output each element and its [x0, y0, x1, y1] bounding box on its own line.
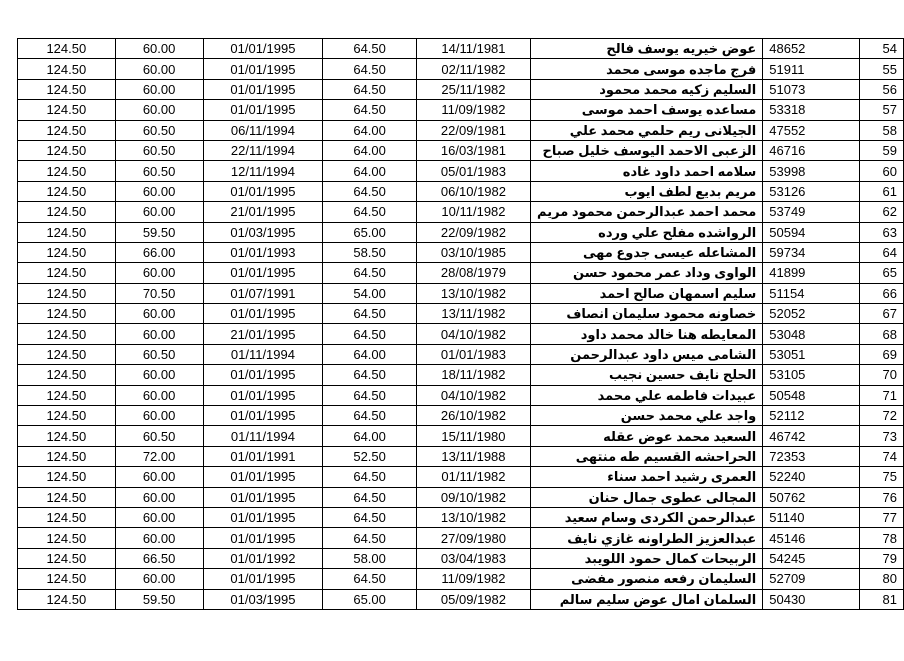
birth-date-cell: 18/11/1982 [416, 365, 530, 385]
id-cell: 59734 [763, 242, 860, 262]
birth-date-cell: 01/01/1983 [416, 344, 530, 364]
total-cell: 124.50 [18, 181, 116, 201]
total-cell: 124.50 [18, 242, 116, 262]
score-cell: 60.00 [115, 59, 203, 79]
table-row [18, 283, 904, 303]
date-cell: 06/11/1994 [203, 120, 323, 140]
points-cell: 64.50 [323, 406, 417, 426]
table-row [18, 548, 904, 568]
table-row [18, 569, 904, 589]
total-cell: 124.50 [18, 446, 116, 466]
total-cell: 124.50 [18, 202, 116, 222]
table-row [18, 202, 904, 222]
table-row [18, 487, 904, 507]
date-cell: 01/01/1995 [203, 39, 323, 59]
score-cell: 66.50 [115, 548, 203, 568]
id-cell: 45146 [763, 528, 860, 548]
date-cell: 01/07/1991 [203, 283, 323, 303]
points-cell: 65.00 [323, 222, 417, 242]
sequence-cell: 72 [859, 406, 903, 426]
sequence-cell: 78 [859, 528, 903, 548]
id-cell: 51140 [763, 507, 860, 527]
sequence-cell: 75 [859, 467, 903, 487]
table-row [18, 222, 904, 242]
data-table [17, 38, 904, 610]
name-cell: فرج ماجده موسى محمد [531, 59, 763, 79]
date-cell: 01/01/1995 [203, 569, 323, 589]
table-body [18, 39, 904, 610]
points-cell: 64.00 [323, 344, 417, 364]
id-cell: 53051 [763, 344, 860, 364]
sequence-cell: 79 [859, 548, 903, 568]
id-cell: 46716 [763, 140, 860, 160]
date-cell: 01/01/1995 [203, 59, 323, 79]
score-cell: 60.00 [115, 304, 203, 324]
total-cell: 124.50 [18, 59, 116, 79]
birth-date-cell: 16/03/1981 [416, 140, 530, 160]
total-cell: 124.50 [18, 569, 116, 589]
name-cell: المعايطه هنا خالد محمد داود [531, 324, 763, 344]
date-cell: 01/01/1995 [203, 365, 323, 385]
id-cell: 50430 [763, 589, 860, 609]
total-cell: 124.50 [18, 120, 116, 140]
name-cell: السعيد محمد عوض عقله [531, 426, 763, 446]
date-cell: 01/01/1995 [203, 263, 323, 283]
birth-date-cell: 26/10/1982 [416, 406, 530, 426]
birth-date-cell: 04/10/1982 [416, 324, 530, 344]
table-row [18, 385, 904, 405]
total-cell: 124.50 [18, 528, 116, 548]
date-cell: 01/01/1995 [203, 100, 323, 120]
score-cell: 60.00 [115, 406, 203, 426]
total-cell: 124.50 [18, 344, 116, 364]
points-cell: 64.00 [323, 161, 417, 181]
birth-date-cell: 03/10/1985 [416, 242, 530, 262]
points-cell: 64.50 [323, 385, 417, 405]
birth-date-cell: 02/11/1982 [416, 59, 530, 79]
sequence-cell: 65 [859, 263, 903, 283]
sequence-cell: 73 [859, 426, 903, 446]
sequence-cell: 59 [859, 140, 903, 160]
birth-date-cell: 13/11/1988 [416, 446, 530, 466]
birth-date-cell: 28/08/1979 [416, 263, 530, 283]
id-cell: 50548 [763, 385, 860, 405]
total-cell: 124.50 [18, 467, 116, 487]
score-cell: 60.00 [115, 507, 203, 527]
score-cell: 60.00 [115, 263, 203, 283]
table-row [18, 140, 904, 160]
table-row [18, 467, 904, 487]
points-cell: 64.50 [323, 79, 417, 99]
score-cell: 60.00 [115, 487, 203, 507]
score-cell: 66.00 [115, 242, 203, 262]
date-cell: 01/01/1992 [203, 548, 323, 568]
score-cell: 60.00 [115, 569, 203, 589]
name-cell: واجد علي محمد حسن [531, 406, 763, 426]
birth-date-cell: 27/09/1980 [416, 528, 530, 548]
birth-date-cell: 13/10/1982 [416, 283, 530, 303]
table-row [18, 79, 904, 99]
birth-date-cell: 22/09/1981 [416, 120, 530, 140]
score-cell: 60.50 [115, 344, 203, 364]
birth-date-cell: 05/01/1983 [416, 161, 530, 181]
id-cell: 48652 [763, 39, 860, 59]
points-cell: 52.50 [323, 446, 417, 466]
total-cell: 124.50 [18, 507, 116, 527]
id-cell: 50762 [763, 487, 860, 507]
points-cell: 64.50 [323, 487, 417, 507]
table-row [18, 344, 904, 364]
date-cell: 22/11/1994 [203, 140, 323, 160]
total-cell: 124.50 [18, 426, 116, 446]
id-cell: 52052 [763, 304, 860, 324]
name-cell: سلامه احمد داود غاده [531, 161, 763, 181]
name-cell: عبيدات فاطمه علي محمد [531, 385, 763, 405]
birth-date-cell: 22/09/1982 [416, 222, 530, 242]
birth-date-cell: 03/04/1983 [416, 548, 530, 568]
date-cell: 01/01/1995 [203, 181, 323, 201]
score-cell: 59.50 [115, 589, 203, 609]
sequence-cell: 71 [859, 385, 903, 405]
score-cell: 60.00 [115, 202, 203, 222]
name-cell: عوض خيريه يوسف فالح [531, 39, 763, 59]
total-cell: 124.50 [18, 589, 116, 609]
score-cell: 60.00 [115, 467, 203, 487]
name-cell: المجالى عطوى جمال حنان [531, 487, 763, 507]
birth-date-cell: 04/10/1982 [416, 385, 530, 405]
birth-date-cell: 11/09/1982 [416, 569, 530, 589]
name-cell: محمد احمد عبدالرحمن محمود مريم [531, 202, 763, 222]
sequence-cell: 54 [859, 39, 903, 59]
table-row [18, 263, 904, 283]
sequence-cell: 81 [859, 589, 903, 609]
birth-date-cell: 05/09/1982 [416, 589, 530, 609]
name-cell: الجيلانى ريم حلمي محمد علي [531, 120, 763, 140]
table-row [18, 39, 904, 59]
name-cell: الواوى وداد عمر محمود حسن [531, 263, 763, 283]
points-cell: 58.50 [323, 242, 417, 262]
date-cell: 01/01/1995 [203, 507, 323, 527]
points-cell: 64.00 [323, 120, 417, 140]
points-cell: 64.50 [323, 100, 417, 120]
id-cell: 51073 [763, 79, 860, 99]
table-row [18, 589, 904, 609]
total-cell: 124.50 [18, 385, 116, 405]
date-cell: 01/01/1993 [203, 242, 323, 262]
birth-date-cell: 09/10/1982 [416, 487, 530, 507]
date-cell: 21/01/1995 [203, 324, 323, 344]
score-cell: 60.00 [115, 528, 203, 548]
sequence-cell: 77 [859, 507, 903, 527]
date-cell: 01/01/1995 [203, 487, 323, 507]
id-cell: 52709 [763, 569, 860, 589]
total-cell: 124.50 [18, 548, 116, 568]
points-cell: 64.00 [323, 426, 417, 446]
table-row [18, 120, 904, 140]
score-cell: 60.00 [115, 100, 203, 120]
birth-date-cell: 01/11/1982 [416, 467, 530, 487]
date-cell: 01/11/1994 [203, 344, 323, 364]
id-cell: 41899 [763, 263, 860, 283]
sequence-cell: 70 [859, 365, 903, 385]
points-cell: 64.50 [323, 263, 417, 283]
name-cell: الشامى ميس داود عبدالرحمن [531, 344, 763, 364]
sequence-cell: 60 [859, 161, 903, 181]
sequence-cell: 56 [859, 79, 903, 99]
score-cell: 60.50 [115, 140, 203, 160]
name-cell: الحلح نايف حسين نجيب [531, 365, 763, 385]
score-cell: 60.00 [115, 324, 203, 344]
name-cell: مريم بديع لطف ايوب [531, 181, 763, 201]
points-cell: 64.50 [323, 39, 417, 59]
id-cell: 53998 [763, 161, 860, 181]
id-cell: 47552 [763, 120, 860, 140]
points-cell: 64.50 [323, 202, 417, 222]
total-cell: 124.50 [18, 283, 116, 303]
id-cell: 53126 [763, 181, 860, 201]
birth-date-cell: 15/11/1980 [416, 426, 530, 446]
total-cell: 124.50 [18, 161, 116, 181]
birth-date-cell: 06/10/1982 [416, 181, 530, 201]
points-cell: 64.50 [323, 467, 417, 487]
birth-date-cell: 14/11/1981 [416, 39, 530, 59]
date-cell: 12/11/1994 [203, 161, 323, 181]
total-cell: 124.50 [18, 79, 116, 99]
table-row [18, 365, 904, 385]
name-cell: عبدالعزيز الطراونه غازي نايف [531, 528, 763, 548]
name-cell: الزعبى الاحمد اليوسف خليل صباح [531, 140, 763, 160]
points-cell: 64.50 [323, 528, 417, 548]
points-cell: 64.50 [323, 365, 417, 385]
table-row [18, 528, 904, 548]
points-cell: 64.50 [323, 181, 417, 201]
id-cell: 54245 [763, 548, 860, 568]
id-cell: 50594 [763, 222, 860, 242]
score-cell: 59.50 [115, 222, 203, 242]
birth-date-cell: 11/09/1982 [416, 100, 530, 120]
date-cell: 01/01/1995 [203, 406, 323, 426]
sequence-cell: 58 [859, 120, 903, 140]
id-cell: 53048 [763, 324, 860, 344]
name-cell: السليم زكيه محمد محمود [531, 79, 763, 99]
points-cell: 54.00 [323, 283, 417, 303]
points-cell: 64.00 [323, 140, 417, 160]
table-row [18, 406, 904, 426]
table-row [18, 304, 904, 324]
date-cell: 01/11/1994 [203, 426, 323, 446]
id-cell: 52112 [763, 406, 860, 426]
points-cell: 64.50 [323, 569, 417, 589]
score-cell: 60.00 [115, 385, 203, 405]
id-cell: 51911 [763, 59, 860, 79]
date-cell: 01/01/1991 [203, 446, 323, 466]
date-cell: 01/03/1995 [203, 589, 323, 609]
table-row [18, 446, 904, 466]
score-cell: 60.00 [115, 79, 203, 99]
date-cell: 01/01/1995 [203, 385, 323, 405]
id-cell: 52240 [763, 467, 860, 487]
id-cell: 72353 [763, 446, 860, 466]
sequence-cell: 67 [859, 304, 903, 324]
total-cell: 124.50 [18, 100, 116, 120]
date-cell: 21/01/1995 [203, 202, 323, 222]
sequence-cell: 62 [859, 202, 903, 222]
score-cell: 60.50 [115, 426, 203, 446]
score-cell: 60.50 [115, 161, 203, 181]
name-cell: الربيحات كمال حمود اللويبد [531, 548, 763, 568]
date-cell: 01/01/1995 [203, 528, 323, 548]
date-cell: 01/01/1995 [203, 79, 323, 99]
name-cell: عبدالرحمن الكردى وسام سعيد [531, 507, 763, 527]
score-cell: 60.00 [115, 39, 203, 59]
points-cell: 65.00 [323, 589, 417, 609]
total-cell: 124.50 [18, 140, 116, 160]
id-cell: 46742 [763, 426, 860, 446]
table-row [18, 507, 904, 527]
sequence-cell: 55 [859, 59, 903, 79]
table-row [18, 181, 904, 201]
total-cell: 124.50 [18, 263, 116, 283]
score-cell: 60.00 [115, 365, 203, 385]
points-cell: 64.50 [323, 507, 417, 527]
date-cell: 01/03/1995 [203, 222, 323, 242]
sequence-cell: 63 [859, 222, 903, 242]
sequence-cell: 80 [859, 569, 903, 589]
birth-date-cell: 25/11/1982 [416, 79, 530, 99]
sequence-cell: 68 [859, 324, 903, 344]
score-cell: 60.00 [115, 181, 203, 201]
points-cell: 64.50 [323, 304, 417, 324]
birth-date-cell: 13/10/1982 [416, 507, 530, 527]
id-cell: 53105 [763, 365, 860, 385]
name-cell: مساعده يوسف احمد موسى [531, 100, 763, 120]
name-cell: سليم اسمهان صالح احمد [531, 283, 763, 303]
total-cell: 124.50 [18, 304, 116, 324]
name-cell: المشاعله عيسى جدوع مهى [531, 242, 763, 262]
sequence-cell: 66 [859, 283, 903, 303]
table-row [18, 242, 904, 262]
sequence-cell: 61 [859, 181, 903, 201]
sequence-cell: 64 [859, 242, 903, 262]
points-cell: 58.00 [323, 548, 417, 568]
table-row [18, 426, 904, 446]
name-cell: الرواشده مفلح علي ورده [531, 222, 763, 242]
score-cell: 72.00 [115, 446, 203, 466]
id-cell: 51154 [763, 283, 860, 303]
birth-date-cell: 10/11/1982 [416, 202, 530, 222]
total-cell: 124.50 [18, 39, 116, 59]
score-cell: 60.50 [115, 120, 203, 140]
table-row [18, 324, 904, 344]
total-cell: 124.50 [18, 222, 116, 242]
table-row [18, 161, 904, 181]
name-cell: خصاونه محمود سليمان انصاف [531, 304, 763, 324]
name-cell: الحراحشه القسيم طه منتهى [531, 446, 763, 466]
points-cell: 64.50 [323, 324, 417, 344]
total-cell: 124.50 [18, 324, 116, 344]
points-cell: 64.50 [323, 59, 417, 79]
id-cell: 53749 [763, 202, 860, 222]
sequence-cell: 69 [859, 344, 903, 364]
total-cell: 124.50 [18, 487, 116, 507]
sequence-cell: 76 [859, 487, 903, 507]
table-row [18, 59, 904, 79]
date-cell: 01/01/1995 [203, 304, 323, 324]
total-cell: 124.50 [18, 365, 116, 385]
id-cell: 53318 [763, 100, 860, 120]
sequence-cell: 57 [859, 100, 903, 120]
table-row [18, 100, 904, 120]
total-cell: 124.50 [18, 406, 116, 426]
name-cell: العمرى رشيد احمد سناء [531, 467, 763, 487]
date-cell: 01/01/1995 [203, 467, 323, 487]
birth-date-cell: 13/11/1982 [416, 304, 530, 324]
score-cell: 70.50 [115, 283, 203, 303]
sequence-cell: 74 [859, 446, 903, 466]
name-cell: السلمان امال عوض سليم سالم [531, 589, 763, 609]
name-cell: السليمان رفعه منصور مفضى [531, 569, 763, 589]
